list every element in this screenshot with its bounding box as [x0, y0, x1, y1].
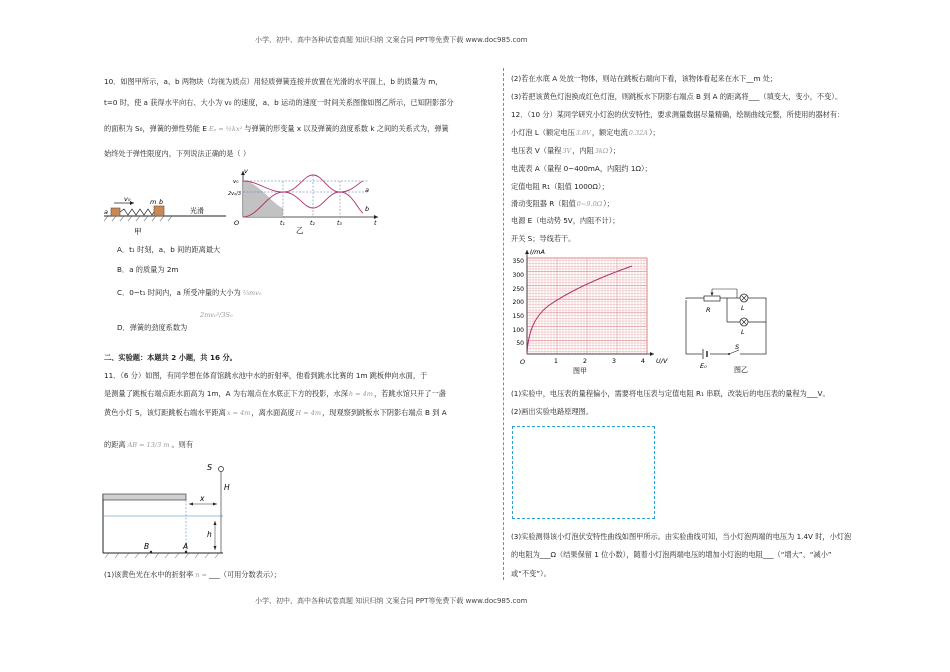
page-header: 小学、初中、高中各种试卷真题 知识归纳 文案合同 PPT等免费下载 www.doc985.com: [255, 36, 528, 44]
svg-text:L: L: [741, 304, 745, 312]
diving-board: [103, 494, 186, 500]
svg-text:S: S: [207, 463, 213, 472]
svg-text:B: B: [144, 542, 150, 551]
iu-graph: [508, 246, 668, 375]
svg-text:300: 300: [512, 272, 524, 279]
q10-line1: 10．如图甲所示，a、b 两物块（均视为质点）用轻质弹簧连接并放置在光滑的水平面上，b 的质量为 m，: [104, 77, 443, 86]
q12-sub3-line1: (3)实验测得该小灯泡伏安特性曲线如图甲所示。由实验曲线可知，当小灯泡两端的电压为 1.4V 时，小灯泡: [511, 532, 852, 541]
q11-sub2: (2)若在水底 A 处放一物体，则站在跳板右端向下看，该物体看起来在水下__m 处；: [511, 74, 778, 83]
svg-text:I/mA: I/mA: [530, 248, 545, 256]
svg-text:S: S: [735, 343, 740, 351]
svg-text:h: h: [207, 530, 212, 539]
q12-sub2: (2)画出实验电路原理图。: [511, 407, 594, 416]
svg-text:v₀: v₀: [233, 179, 239, 185]
caption-tu-yi: 图乙: [734, 366, 748, 374]
svg-text:1: 1: [553, 357, 559, 365]
q12-line4: 电流表 A（量程 0~400mA，内阻约 1Ω）；: [511, 164, 652, 173]
svg-text:2v₀/3: 2v₀/3: [228, 191, 242, 197]
svg-text:O: O: [234, 219, 240, 227]
q10-option-b: B．a 的质量为 2m: [117, 265, 179, 274]
q12-line8: 开关 S；导线若干。: [511, 234, 576, 243]
q12-line6: 滑动变阻器 R（阻值0~9.0Ω）；: [511, 199, 614, 208]
q11-line3: 黄色小灯 S，该灯距跳板右端水平距离x = 4m，离水面高度H = 4m，现观察到跳板水下阴影右端点 B 到 A: [104, 408, 447, 417]
svg-text:2: 2: [582, 357, 588, 365]
q10-option-d-formula: 2mv₀²/3S₀: [200, 311, 233, 319]
svg-text:A: A: [183, 542, 189, 551]
q11-sub3: (3)若把该黄色灯泡换成红色灯泡，则跳板水下阴影右端点 B 到 A 的距离将___（填变大，变小，不变）。: [511, 92, 843, 101]
q11-line2: 是测量了跳板右端点距水面高为 1m，A 为右端点在水底正下方的投影，水深h = 4m，若跳水馆只开了一盏: [104, 389, 446, 398]
q11-line1: 11．（6 分）如图，有同学想在体育馆跳水池中水的折射率，他看到跳水比赛的 1m 跳板伸向水面，于: [104, 371, 428, 380]
svg-text:t₂: t₂: [310, 220, 315, 227]
svg-text:4: 4: [640, 357, 646, 365]
q12-line5: 定值电阻 R1（阻值 1000Ω）；: [511, 182, 609, 191]
q12-line2: 小灯泡 L（额定电压3.8V，额定电流0.32A）；: [511, 128, 660, 137]
q12-line1: 12．（10 分）某同学研究小灯泡的伏安特性，要求测量数据尽量精确，绘制曲线完整，所使用的器材有：: [511, 110, 845, 119]
svg-text:t₃: t₃: [337, 220, 342, 227]
q12-sub3-line3: 或“不变”）。: [511, 569, 551, 578]
svg-text:b: b: [365, 205, 370, 213]
spring: [120, 209, 154, 215]
q10-line2: t=0 时，使 a 获得水平向右、大小为 v₀ 的速度，a、b 运动的速度一时间关系图像如图乙所示，已知阴影部分: [104, 98, 454, 107]
svg-text:t: t: [374, 219, 377, 227]
page-footer: 小学、初中、高中各种试卷真题 知识归纳 文案合同 PPT等免费下载 www.doc985.com: [255, 597, 528, 605]
svg-text:E₀: E₀: [700, 362, 707, 370]
q11-sub1: (1)该黄色光在水中的折射率 n = ___（可用分数表示）；: [104, 570, 281, 579]
q10-option-a: A．t₁ 时刻，a、b 间的距离最大: [117, 245, 221, 254]
figure-yi: [228, 165, 378, 235]
q12-sub3-line2: 的电阻为___Ω（结果保留 1 位小数），随着小灯泡两端电压的增加小灯泡的电阻___（“增大”、“减小”: [511, 550, 832, 559]
q12-sub1: (1)实验中，电压表的量程偏小，需要将电压表与定值电阻 R₁ 串联，改装后的电压表的量程为___V。: [511, 389, 830, 398]
q10-line4: 始终处于弹性限度内，下列说法正确的是（ ）: [104, 149, 251, 158]
q10-line3: 的面积为 S₀，弹簧的弹性势能 E Eₚ = ½kx² 与弹簧的形变量 x 以及弹簧的劲度系数 k 之间的关系式为，弹簧: [104, 124, 449, 133]
svg-text:R: R: [706, 306, 711, 314]
v0-label: v₀: [124, 195, 131, 203]
svg-text:t₁: t₁: [280, 220, 285, 227]
q11-line4: 的距离 AB = 13/3 m 。则有: [104, 440, 194, 449]
smooth-label: 光滑: [190, 207, 204, 215]
svg-text:b: b: [159, 198, 164, 206]
svg-text:200: 200: [512, 299, 524, 306]
svg-text:250: 250: [512, 286, 524, 293]
q12-line7: 电源 E（电动势 5V，内阻不计）；: [511, 216, 620, 225]
svg-text:350: 350: [512, 258, 524, 265]
svg-text:a: a: [365, 186, 369, 194]
svg-text:O: O: [520, 358, 526, 366]
svg-text:3: 3: [611, 357, 617, 365]
svg-text:100: 100: [512, 327, 524, 334]
circuit-diagram: [682, 284, 782, 374]
svg-text:150: 150: [512, 313, 524, 320]
figure-pool: [103, 460, 238, 560]
svg-text:x: x: [200, 494, 205, 503]
column-divider: [503, 68, 504, 580]
block-a: [111, 208, 120, 216]
svg-text:L: L: [741, 328, 745, 336]
block-b: [154, 206, 164, 216]
q10-option-c: C．0~t₁ 时间内，a 所受冲量的大小为 ⅓mv₀: [117, 288, 262, 297]
figure-jia: [104, 168, 234, 238]
lamp-icon: [219, 467, 224, 472]
q10-option-d: D．弹簧的劲度系数为: [117, 323, 188, 332]
caption-tu-jia: 图甲: [573, 367, 587, 375]
section-2-heading: 二、实验题：本题共 2 小题，共 16 分。: [104, 353, 237, 362]
svg-text:H: H: [224, 483, 230, 492]
svg-text:a: a: [104, 208, 108, 216]
caption-jia: 甲: [134, 227, 142, 236]
svg-text:50: 50: [516, 340, 524, 347]
rheostat: [704, 296, 720, 301]
caption-yi: 乙: [296, 226, 304, 235]
svg-text:m: m: [150, 198, 157, 206]
q12-line3: 电压表 V（量程3V，内阻3kΩ）；: [511, 146, 620, 155]
answer-box[interactable]: [512, 426, 655, 519]
svg-text:v: v: [244, 167, 248, 175]
svg-text:U/V: U/V: [656, 357, 668, 365]
